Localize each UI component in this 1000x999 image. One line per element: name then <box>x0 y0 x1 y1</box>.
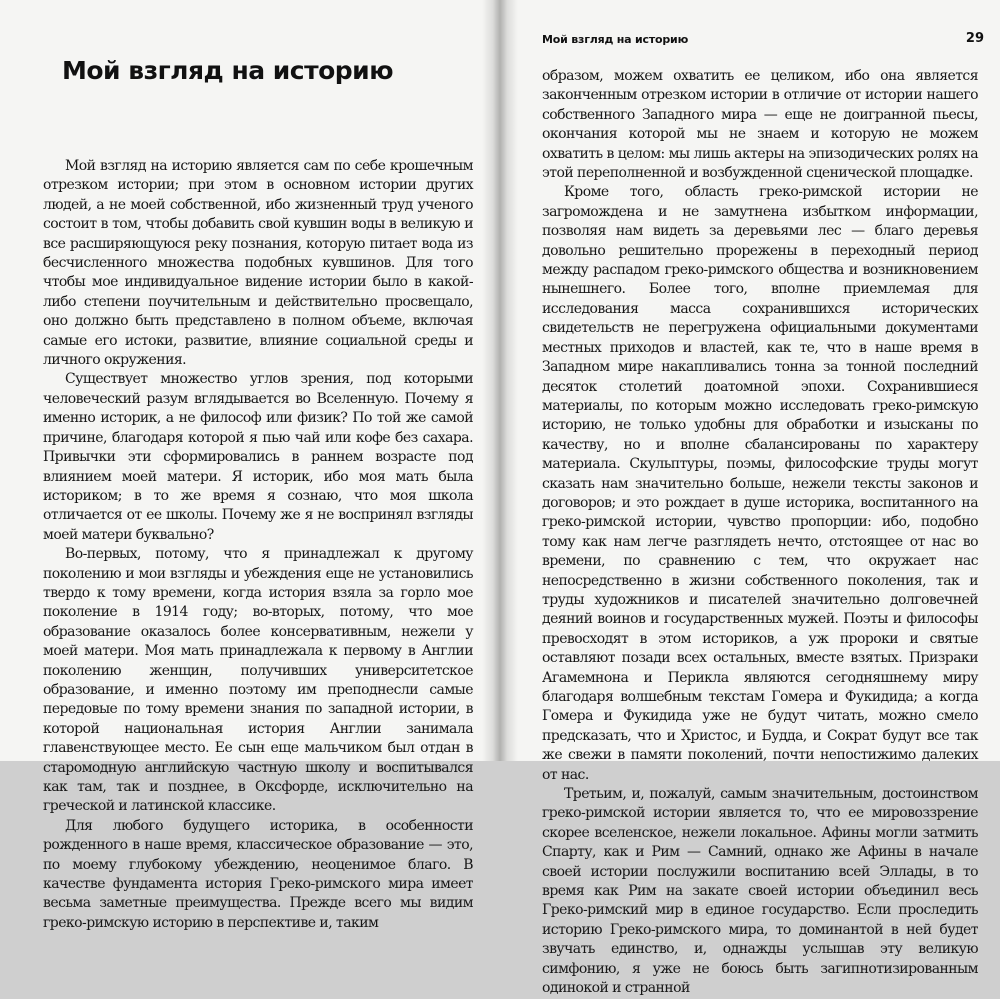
book-gutter-shadow <box>482 0 518 761</box>
paragraph: Во-первых, потому, что я принадлежал к другому поколению и мои взгляды и убеждения еще не установились твердо к тому времени, когда история взяла за горло мое поколение в 1914 году; во-вторых, потому, что мое образование оказалось более консервативным, нежели у моей матери. Моя мать принадлежала к первому в Англии поколению женщин, получивших университетское образование, и именно поэтому им преподнесли самые передовые по тому времени знания по западной истории, в которой национальная история Англии занимала главенствующее место. Ее сын еще мальчиком был отдан в старомодную английскую частную школу и воспитывался как там, так и позднее, в Оксфорде, исключительно на греческой и латинской классике. <box>43 546 473 815</box>
right-page <box>505 0 1000 997</box>
running-head: Мой взгляд на историю <box>542 33 689 46</box>
left-page-body <box>43 157 473 933</box>
page-number: 29 <box>965 31 984 46</box>
paragraph: Мой взгляд на историю является сам по себе крошечным отрезком истории; при этом в основном истории других людей, а не моей собственной, ибо жизненный труд ученого состоит в том, чтобы добавить свой кувшин воды в великую и все расширяющуюся реку познания, которую питает вода из бесчисленного множества подобных кувшинов. Для того чтобы мое индивидуальное видение истории было в какой-либо степени поучительным и действительно просвещало, оно должно быть представлено в полном объеме, включая самые его истоки, развитие, влияние социальной среды и личного окружения. <box>43 158 473 369</box>
paragraph: Третьим, и, пожалуй, самым значительным, достоинством греко-римской истории является то, что ее мировоззрение скорее вселенское, нежели локальное. Афины могли затмить Спарту, как и Рим — Самний, однако же Афины в начале своей истории послужили воспитанию всей Эллады, в то время как Рим на закате своей истории объединил весь Греко-римский мир в единое государство. Если проследить историю Греко-римского мира, то доминантой в ней будет звучать единство, и, однажды услышав эту великую симфонию, я уже не боюсь быть загипнотизированным одинокой и странной <box>542 786 978 997</box>
right-page-body <box>542 67 978 999</box>
paragraph-continued: образом, можем охватить ее целиком, ибо она является законченным отрезком истории в отличие от истории нашего собственного Западного мира — еще не доигранной пьесы, окончания которой мы не знаем и которую не можем охватить в целом: мы лишь актеры на эпизодических ролях на этой переполненной и возбужденной сценической площадке. <box>542 68 978 182</box>
left-page <box>0 0 495 931</box>
chapter-title: Мой взгляд на историю <box>62 56 394 85</box>
paragraph: Существует множество углов зрения, под которыми человеческий разум вглядывается во Вселенную. Почему я именно историк, а не философ или физик? По той же самой причине, благодаря которой я пью чай или кофе без сахара. Привычки эти сформировались в раннем возрасте под влиянием моей матери. Я историк, ибо моя мать была историком; в то же время я сознаю, что моя школа отличается от ее школы. Почему же я не воспринял взгляды моей матери буквально? <box>43 371 473 543</box>
paragraph: Для любого будущего историка, в особенности рожденного в наше время, классическое образование — это, по моему глубокому убеждению, неоценимое благо. В качестве фундамента история Греко-римского мира имеет весьма заметные преимущества. Прежде всего мы видим греко-римскую историю в перспективе и, таким <box>43 817 473 931</box>
paragraph: Кроме того, область греко-римской истории не загромождена и не замутнена избытком информации, позволяя нам видеть за деревьями лес — благо деревья довольно решительно прорежены в переходный период между распадом греко-римского общества и возникновением нынешнего. Более того, вполне приемлемая для исследования масса сохранившихся исторических свидетельств не перегружена официальными документами местных приходов и властей, как те, что в наше время в Западном мире накапливались тонна за тонной последний десяток столетий доатомной эпохи. Сохранившиеся материалы, по которым можно исследовать греко-римскую историю, не только удобны для обработки и изысканы по качеству, но и вполне сбалансированы по характеру материала. Скульптуры, поэмы, философские труды могут сказать нам значительно больше, нежели тексты законов и договоров; и это рождает в душе историка, воспитанного на греко-римской истории, чувство пропорции: ибо, подобно тому как нам легче разглядеть нечто, отстоящее от нас во времени, по сравнению с тем, что окружает нас непосредственно в жизни собственного поколения, так и труды художников и писателей значительно долговечней деяний воинов и государственных мужей. Поэты и философы превосходят в этом историков, а уж пророки и святые оставляют позади всех остальных, вместе взятых. Призраки Агамемнона и Перикла являются сегодняшнему миру благодаря волшебным текстам Гомера и Фукидида; а когда Гомера и Фукидида уже не будут читать, можно смело предсказать, что и Христос, и Будда, и Сократ будут все так же свежи в памяти поколений, почти непостижимо далеких от нас. <box>542 184 978 783</box>
